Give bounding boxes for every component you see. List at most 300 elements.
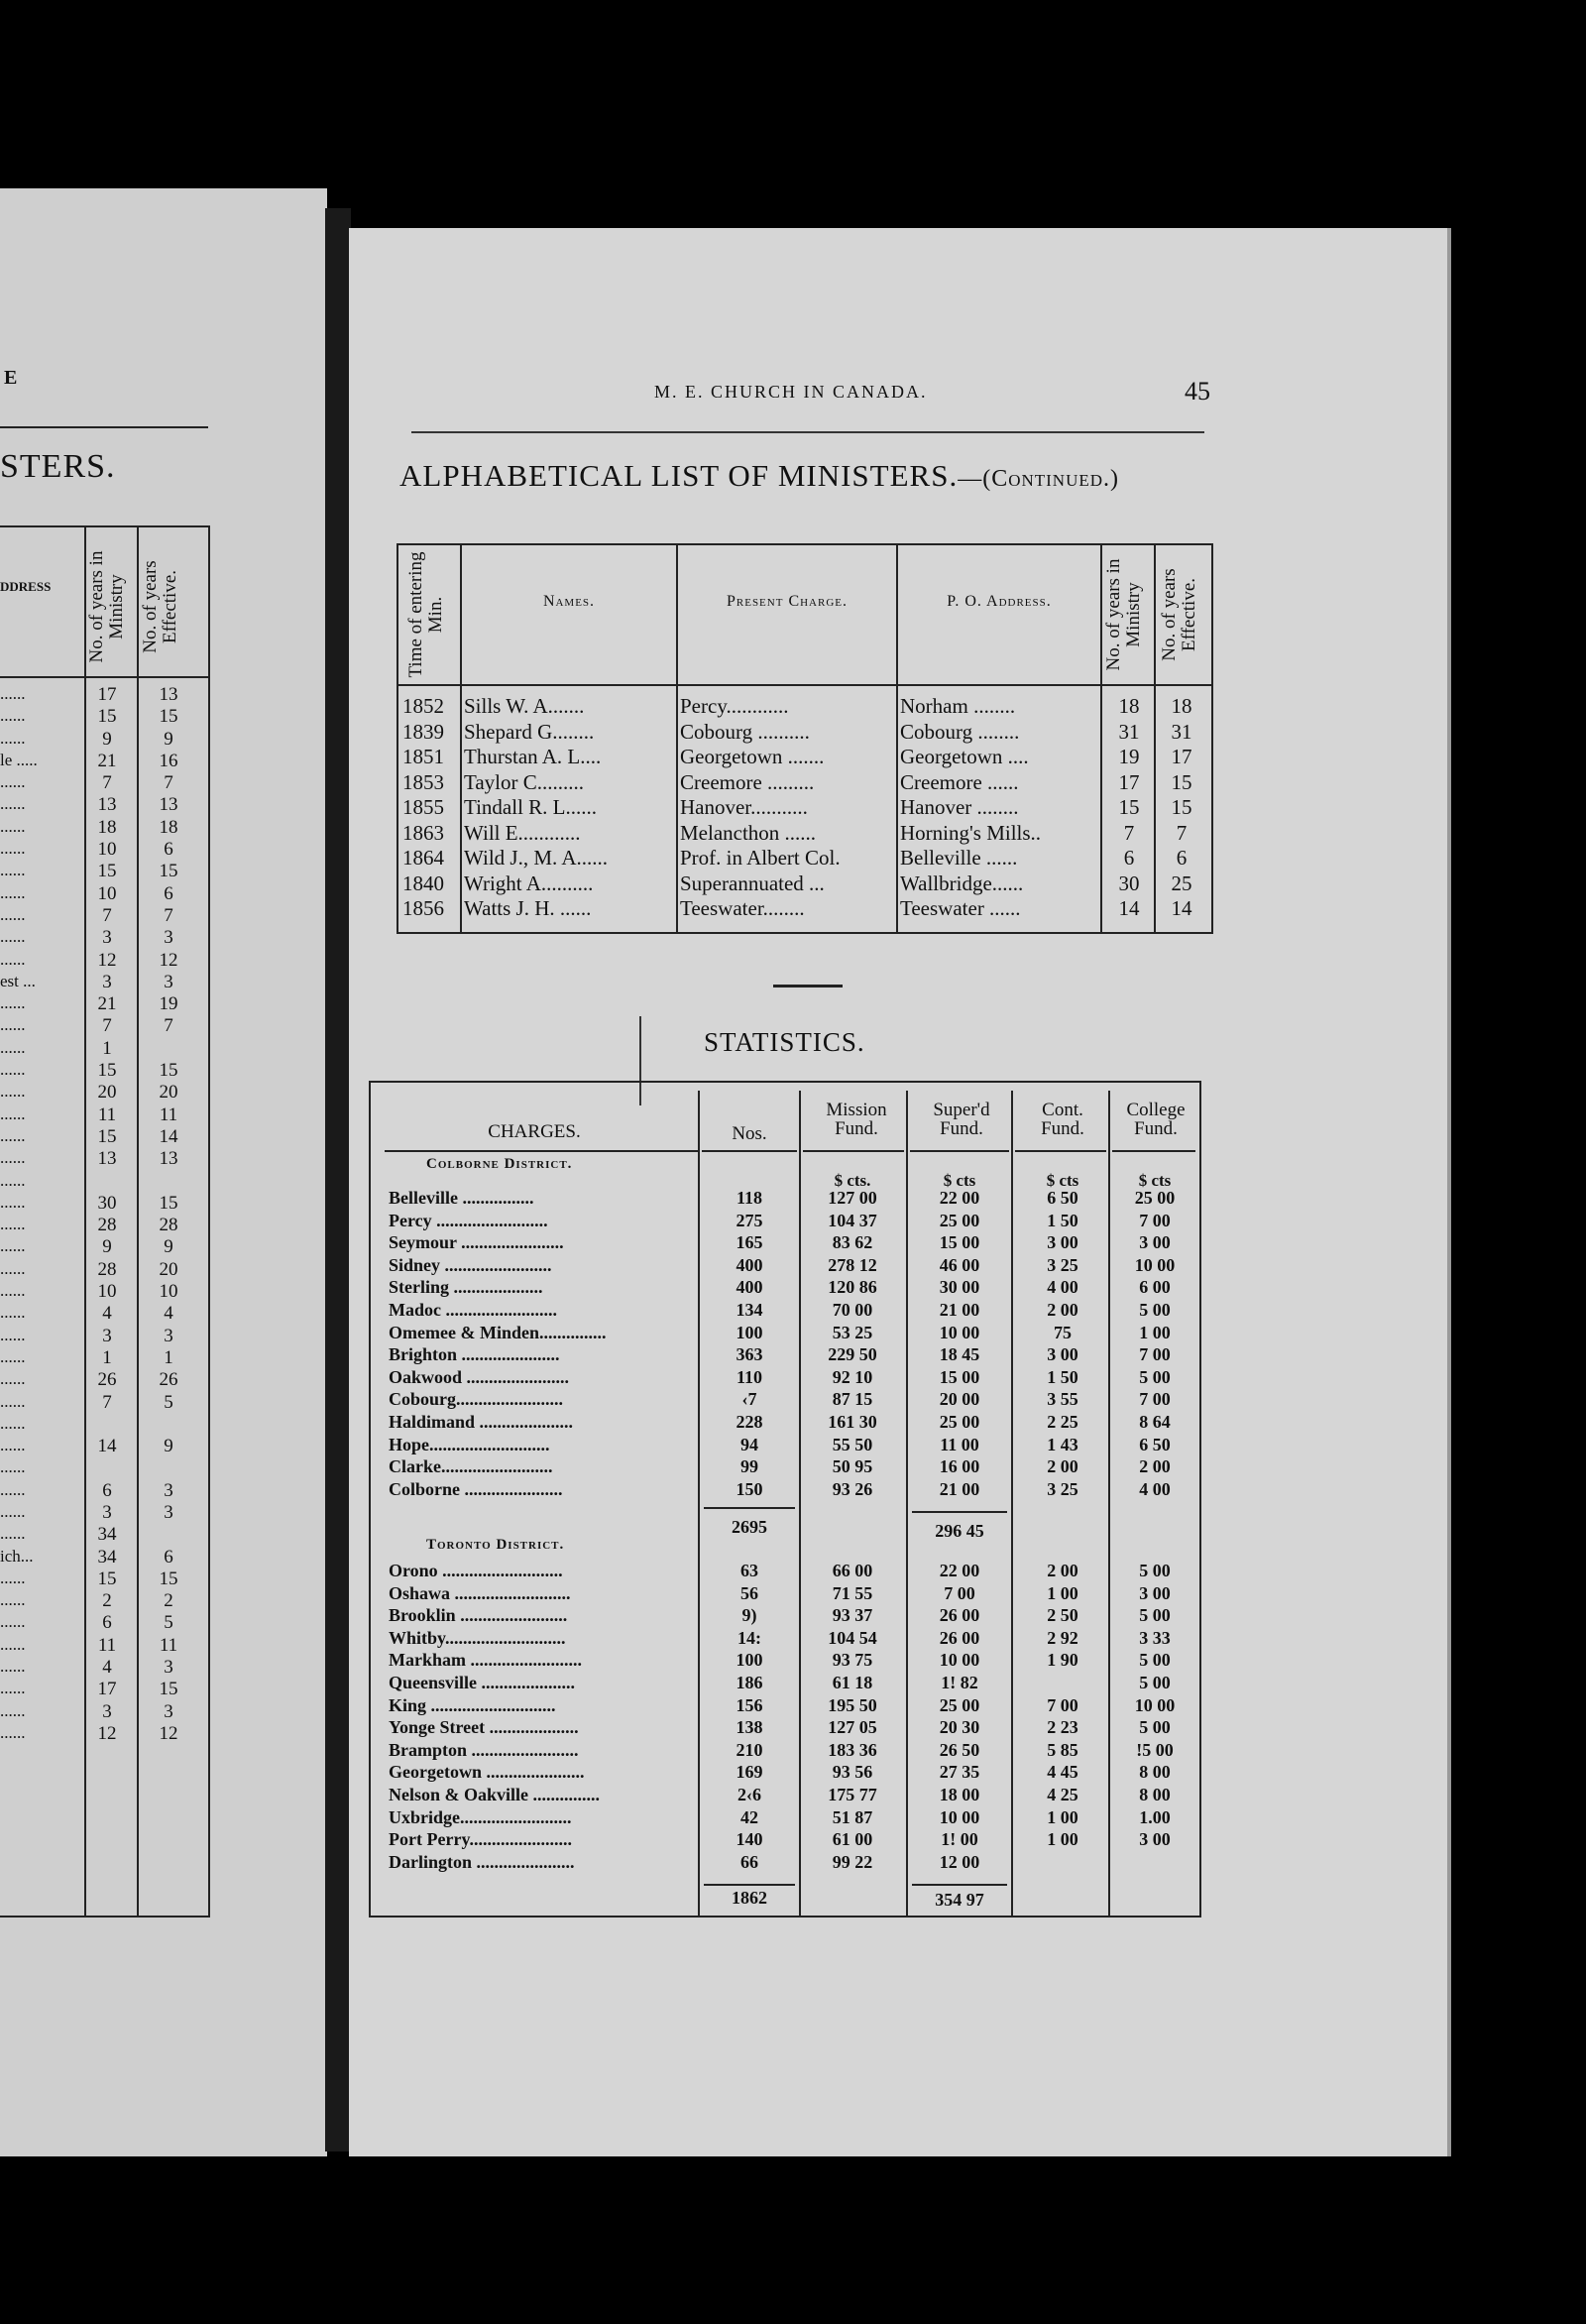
row-label: ich... (0, 1546, 34, 1566)
superd-fund-value: 46 00 (939, 1254, 980, 1275)
table-row (0, 751, 208, 772)
charge-name: Colborne ...................... (389, 1478, 563, 1499)
table-row (0, 839, 208, 861)
table-row (371, 1673, 1199, 1695)
ministers-rows (398, 694, 1211, 922)
college-fund-value: 10 00 (1134, 1254, 1176, 1275)
years-effective: 18 (1171, 694, 1192, 718)
table-row (371, 1852, 1199, 1875)
row-label: ...... (0, 839, 26, 859)
row-label: ...... (0, 949, 26, 969)
mission-fund-value: 50 95 (832, 1456, 873, 1477)
years-ministry: 17 (1118, 769, 1140, 794)
years-ministry: 28 (97, 1258, 117, 1280)
table-row (0, 794, 208, 816)
page-title (399, 458, 1119, 494)
college-fund-value: 7 00 (1139, 1210, 1171, 1230)
years-ministry: 3 (102, 927, 112, 949)
years-ministry: 1 (102, 1346, 112, 1368)
header-nos: Nos. (732, 1123, 767, 1144)
years-effective: 6 (1176, 846, 1188, 870)
years-ministry: 15 (97, 1568, 117, 1589)
charge-name: Clarke......................... (389, 1456, 553, 1477)
years-ministry: 18 (1118, 694, 1140, 718)
table-row (371, 1232, 1199, 1255)
minister-name: Taylor C......... (464, 769, 585, 794)
table-row (371, 1389, 1199, 1412)
present-charge: Creemore ......... (680, 769, 815, 794)
college-fund-value: 8 00 (1139, 1762, 1171, 1783)
superd-fund-value: 25 00 (939, 1210, 980, 1230)
cont-fund-value: 2 00 (1047, 1456, 1078, 1477)
row-label: ...... (0, 1303, 26, 1323)
superd-fund-value: 1! 00 (941, 1829, 978, 1850)
po-address: Norham ........ (900, 694, 1016, 718)
cont-fund-value: 1 00 (1047, 1582, 1078, 1603)
years-effective: 15 (159, 706, 178, 728)
charge-name: Belleville ................ (389, 1188, 534, 1208)
superd-fund-value: 12 00 (939, 1851, 980, 1872)
row-label: ...... (0, 993, 26, 1013)
years-effective: 17 (1171, 745, 1192, 768)
years-effective: 7 (164, 772, 173, 794)
college-fund-value: 5 00 (1139, 1561, 1171, 1580)
superd-fund-value: 26 00 (939, 1627, 980, 1648)
entry-year: 1839 (402, 719, 444, 744)
years-ministry: 26 (97, 1369, 117, 1391)
table-row (0, 1502, 208, 1524)
table-row (371, 1561, 1199, 1583)
charge-name: Yonge Street .................... (389, 1717, 579, 1738)
cont-fund-value: 1 43 (1047, 1434, 1078, 1454)
toronto-rows (371, 1561, 1199, 1874)
table-row (0, 1038, 208, 1060)
table-row (398, 821, 1211, 847)
nos-value: 100 (736, 1322, 763, 1342)
mission-fund-value: 55 50 (832, 1434, 873, 1454)
toronto-district-label: Toronto District. (426, 1537, 565, 1553)
college-fund-value: !5 00 (1136, 1739, 1174, 1760)
years-effective: 20 (159, 1082, 178, 1104)
years-ministry: 28 (97, 1215, 117, 1236)
row-label: ...... (0, 1369, 26, 1389)
nos-value: 9) (741, 1605, 757, 1626)
table-row (0, 1436, 208, 1457)
table-row (0, 972, 208, 993)
mission-fund-value: 87 15 (832, 1389, 873, 1410)
charge-name: Whitby........................... (389, 1627, 566, 1648)
superd-fund-value: 1! 82 (941, 1672, 978, 1692)
charge-name: Georgetown ...................... (389, 1762, 585, 1783)
years-ministry: 9 (102, 728, 112, 750)
college-fund-value: 8 00 (1139, 1784, 1171, 1804)
row-label: ...... (0, 1436, 26, 1455)
college-cts-label: $ cts (1138, 1171, 1172, 1190)
table-row (0, 1281, 208, 1303)
years-ministry: 18 (97, 816, 117, 838)
charge-name: Queensville ..................... (389, 1672, 575, 1692)
row-label: ...... (0, 1148, 26, 1168)
years-effective: 1 (164, 1346, 173, 1368)
table-row (371, 1456, 1199, 1479)
header-mission-fund: Mission Fund. (826, 1100, 887, 1139)
toronto-total-superd: 354 97 (935, 1890, 984, 1910)
table-row (0, 950, 208, 972)
row-label: ...... (0, 927, 26, 947)
row-label: ...... (0, 1236, 26, 1256)
nos-value: 134 (736, 1299, 763, 1320)
po-address: Hanover ........ (900, 795, 1019, 819)
book-gutter (325, 208, 351, 2151)
header-present-charge: Present Charge. (726, 593, 848, 610)
entry-year: 1855 (402, 795, 444, 819)
row-label: ...... (0, 1413, 26, 1433)
years-effective: 25 (1171, 871, 1192, 895)
years-ministry: 13 (97, 794, 117, 816)
header-names: Names. (542, 593, 596, 610)
college-fund-value: 5 00 (1139, 1299, 1171, 1320)
table-row (371, 1367, 1199, 1390)
nos-value: 110 (736, 1366, 762, 1387)
charge-name: Orono ........................... (389, 1561, 563, 1580)
table-row (0, 883, 208, 905)
table-row (371, 1344, 1199, 1367)
years-ministry: 7 (102, 1391, 112, 1413)
college-fund-value: 5 00 (1139, 1605, 1171, 1626)
row-label: ...... (0, 1657, 26, 1677)
left-page-table (0, 525, 210, 1917)
cont-fund-value: 7 00 (1047, 1694, 1078, 1715)
table-row (0, 1215, 208, 1236)
charge-name: Hope........................... (389, 1434, 550, 1454)
minister-name: Thurstan A. L.... (464, 745, 602, 768)
years-effective: 7 (164, 1015, 173, 1037)
header-po-address: P. O. Address. (947, 593, 1052, 610)
mission-fund-value: 66 00 (832, 1561, 873, 1580)
page-number: 45 (1185, 377, 1210, 406)
table-row (0, 1060, 208, 1082)
entry-year: 1864 (402, 846, 444, 870)
superd-fund-value: 26 50 (939, 1739, 980, 1760)
cont-fund-value: 2 00 (1047, 1299, 1078, 1320)
years-effective: 15 (159, 1192, 178, 1214)
superd-fund-value: 10 00 (939, 1806, 980, 1827)
left-page (0, 188, 327, 2161)
nos-value: 186 (736, 1672, 763, 1692)
years-ministry: 17 (97, 1679, 117, 1700)
table-row (398, 720, 1211, 746)
years-effective: 9 (164, 728, 173, 750)
entry-year: 1856 (402, 896, 444, 920)
row-label: ...... (0, 1590, 26, 1610)
row-label: ...... (0, 794, 26, 814)
row-label: ...... (0, 1104, 26, 1123)
table-row (0, 1569, 208, 1590)
years-effective: 9 (164, 1236, 173, 1258)
years-effective: 2 (164, 1590, 173, 1612)
row-label: ...... (0, 1015, 26, 1035)
table-row (398, 770, 1211, 796)
mission-fund-value: 71 55 (832, 1582, 873, 1603)
nos-value: 165 (736, 1232, 763, 1253)
years-effective: 6 (164, 882, 173, 904)
table-row (0, 1347, 208, 1369)
mission-fund-value: 99 22 (832, 1851, 873, 1872)
years-ministry: 12 (97, 949, 117, 971)
college-fund-value: 5 00 (1139, 1717, 1171, 1738)
minister-name: Sills W. A....... (464, 694, 585, 718)
title-suffix: —(Continued.) (958, 466, 1120, 492)
years-effective: 3 (164, 927, 173, 949)
nos-value: 56 (740, 1582, 758, 1603)
college-fund-value: 25 00 (1134, 1188, 1176, 1208)
years-ministry: 13 (97, 1148, 117, 1170)
table-row (0, 684, 208, 706)
minister-name: Will E............ (464, 820, 581, 845)
row-label: ...... (0, 1501, 26, 1521)
header-charges: CHARGES. (488, 1121, 581, 1142)
years-effective: 4 (164, 1303, 173, 1325)
table-row (371, 1435, 1199, 1457)
years-ministry: 19 (1118, 745, 1140, 768)
years-effective: 7 (164, 904, 173, 926)
cont-fund-value: 1 50 (1047, 1210, 1078, 1230)
charge-name: Omemee & Minden............... (389, 1322, 607, 1342)
minister-name: Wright A.......... (464, 871, 594, 895)
present-charge: Melancthon ...... (680, 820, 817, 845)
years-ministry: 7 (102, 772, 112, 794)
table-row (0, 1369, 208, 1391)
table-row (0, 1148, 208, 1170)
college-fund-value: 6 00 (1139, 1277, 1171, 1298)
table-row (0, 1612, 208, 1634)
table-row (371, 1583, 1199, 1606)
cont-fund-value: 4 25 (1047, 1784, 1078, 1804)
present-charge: Cobourg .......... (680, 719, 810, 744)
charge-name: Markham ......................... (389, 1650, 582, 1671)
ministers-table (396, 543, 1213, 934)
years-ministry: 14 (1118, 896, 1140, 920)
superd-fund-value: 26 00 (939, 1605, 980, 1626)
table-row (0, 1457, 208, 1479)
row-label: le ..... (0, 750, 38, 769)
mission-fund-value: 229 50 (828, 1344, 877, 1365)
years-effective: 20 (159, 1258, 178, 1280)
years-effective: 12 (159, 949, 178, 971)
years-effective: 9 (164, 1436, 173, 1457)
cont-fund-value: 2 50 (1047, 1605, 1078, 1626)
left-page-rows (0, 684, 208, 1745)
cont-fund-value: 1 90 (1047, 1650, 1078, 1671)
years-effective: 7 (1176, 820, 1188, 845)
years-effective: 12 (159, 1722, 178, 1744)
charge-name: Madoc ......................... (389, 1299, 557, 1320)
table-row (371, 1717, 1199, 1740)
nos-value: 210 (736, 1739, 763, 1760)
dark-background-bottom (0, 2156, 1586, 2324)
charge-name: Haldimand ..................... (389, 1411, 574, 1432)
years-ministry-header: No. of years in Ministry (86, 550, 127, 663)
present-charge: Hanover........... (680, 795, 808, 819)
superd-fund-value: 22 00 (939, 1188, 980, 1208)
years-ministry: 15 (97, 861, 117, 882)
mission-fund-value: 127 05 (828, 1717, 877, 1738)
superd-fund-value: 27 35 (939, 1762, 980, 1783)
college-fund-value: 2 00 (1139, 1456, 1171, 1477)
years-effective: 10 (159, 1281, 178, 1303)
header-college-fund: College Fund. (1126, 1100, 1186, 1139)
superd-fund-value: 22 00 (939, 1561, 980, 1580)
table-row (398, 846, 1211, 872)
table-row (0, 1104, 208, 1126)
superd-fund-value: 21 00 (939, 1299, 980, 1320)
mission-fund-value: 92 10 (832, 1366, 873, 1387)
years-ministry: 15 (97, 706, 117, 728)
college-fund-value: 7 00 (1139, 1389, 1171, 1410)
row-label: ...... (0, 1722, 26, 1742)
table-row (0, 1392, 208, 1414)
table-row (0, 1126, 208, 1148)
running-head: M. E. CHURCH IN CANADA. (654, 382, 928, 402)
table-row (0, 1524, 208, 1546)
address-header: DDRESS (0, 579, 52, 594)
table-row (371, 1255, 1199, 1278)
cont-fund-value: 4 45 (1047, 1762, 1078, 1783)
years-ministry: 14 (97, 1436, 117, 1457)
years-ministry: 4 (102, 1657, 112, 1679)
table-row (398, 694, 1211, 720)
years-effective: 3 (164, 1501, 173, 1523)
table-row (0, 1414, 208, 1436)
table-row (371, 1277, 1199, 1300)
superd-fund-value: 10 00 (939, 1650, 980, 1671)
row-label: ...... (0, 1568, 26, 1587)
table-row (371, 1300, 1199, 1323)
row-label: ...... (0, 1524, 26, 1544)
table-row (0, 1480, 208, 1502)
table-row (371, 1479, 1199, 1502)
years-ministry: 17 (97, 684, 117, 705)
superd-fund-value: 20 00 (939, 1389, 980, 1410)
colborne-district-label: Colborne District. (426, 1156, 573, 1172)
years-effective: 31 (1171, 719, 1192, 744)
superd-fund-value: 10 00 (939, 1322, 980, 1342)
row-label: est ... (0, 971, 36, 990)
years-ministry: 15 (1118, 795, 1140, 819)
statistics-title: STATISTICS. (704, 1027, 865, 1057)
years-effective: 11 (159, 1104, 178, 1125)
toronto-total-nos: 1862 (732, 1888, 767, 1908)
superd-fund-value: 16 00 (939, 1456, 980, 1477)
nos-value: 138 (736, 1717, 763, 1738)
years-ministry: 20 (97, 1082, 117, 1104)
table-row (371, 1650, 1199, 1673)
header-rule (411, 431, 1204, 433)
years-effective: 18 (159, 816, 178, 838)
years-effective: 5 (164, 1391, 173, 1413)
mission-fund-value: 93 26 (832, 1478, 873, 1499)
cont-fund-value: 75 (1054, 1322, 1072, 1342)
years-ministry: 12 (97, 1722, 117, 1744)
years-ministry: 34 (97, 1524, 117, 1546)
years-effective: 3 (164, 1479, 173, 1501)
cont-fund-value: 6 50 (1047, 1188, 1078, 1208)
years-effective: 14 (159, 1125, 178, 1147)
left-page-rule (0, 426, 208, 428)
table-row (0, 772, 208, 794)
table-row (0, 817, 208, 839)
row-label: ...... (0, 1170, 26, 1190)
years-effective: 19 (159, 993, 178, 1015)
superd-fund-value: 25 00 (939, 1694, 980, 1715)
row-label: ...... (0, 684, 26, 703)
dark-background-top (0, 0, 1586, 188)
mission-fund-value: 120 86 (828, 1277, 877, 1298)
table-row (0, 993, 208, 1015)
mission-fund-value: 61 00 (832, 1829, 873, 1850)
years-effective: 15 (159, 861, 178, 882)
table-row (0, 1547, 208, 1569)
row-label: ...... (0, 882, 26, 902)
row-label: ...... (0, 1082, 26, 1102)
mission-fund-value: 93 56 (832, 1762, 873, 1783)
nos-value: 228 (736, 1411, 763, 1432)
nos-value: 118 (736, 1188, 762, 1208)
row-label: ...... (0, 1679, 26, 1698)
years-ministry: 15 (97, 1060, 117, 1082)
years-ministry: 30 (97, 1192, 117, 1214)
table-row (371, 1412, 1199, 1435)
charge-name: Seymour ....................... (389, 1232, 564, 1253)
years-ministry: 11 (97, 1634, 117, 1656)
years-ministry: 4 (102, 1303, 112, 1325)
row-label: ...... (0, 1700, 26, 1720)
mission-fund-value: 51 87 (832, 1806, 873, 1827)
row-label: ...... (0, 1125, 26, 1145)
nos-value: 99 (740, 1456, 758, 1477)
years-effective: 3 (164, 971, 173, 992)
cont-fund-value: 3 00 (1047, 1232, 1078, 1253)
mission-fund-value: 93 37 (832, 1605, 873, 1626)
cont-fund-value: 1 00 (1047, 1806, 1078, 1827)
nos-value: 14: (737, 1627, 761, 1648)
cont-fund-value: 5 85 (1047, 1739, 1078, 1760)
years-ministry: 31 (1118, 719, 1140, 744)
years-effective-header: No. of years Effective. (140, 560, 180, 653)
years-ministry: 2 (102, 1590, 112, 1612)
superd-fund-value: 7 00 (944, 1582, 975, 1603)
row-label: ...... (0, 861, 26, 880)
years-ministry: 11 (97, 1104, 117, 1125)
years-ministry: 3 (102, 1700, 112, 1722)
cont-fund-value: 1 50 (1047, 1366, 1078, 1387)
mission-fund-value: 83 62 (832, 1232, 873, 1253)
row-label: ...... (0, 1060, 26, 1080)
cont-fund-value: 2 23 (1047, 1717, 1078, 1738)
years-effective: 13 (159, 794, 178, 816)
header-time-entering: Time of entering Min. (405, 551, 446, 678)
cont-fund-value: 1 00 (1047, 1829, 1078, 1850)
college-fund-value: 5 00 (1139, 1366, 1171, 1387)
nos-value: 275 (736, 1210, 763, 1230)
row-label: ...... (0, 1612, 26, 1632)
table-row (0, 706, 208, 728)
table-row (0, 1635, 208, 1657)
nos-value: 42 (740, 1806, 758, 1827)
table-row (371, 1785, 1199, 1807)
charge-name: Oshawa .......................... (389, 1582, 571, 1603)
section-divider (773, 985, 843, 988)
